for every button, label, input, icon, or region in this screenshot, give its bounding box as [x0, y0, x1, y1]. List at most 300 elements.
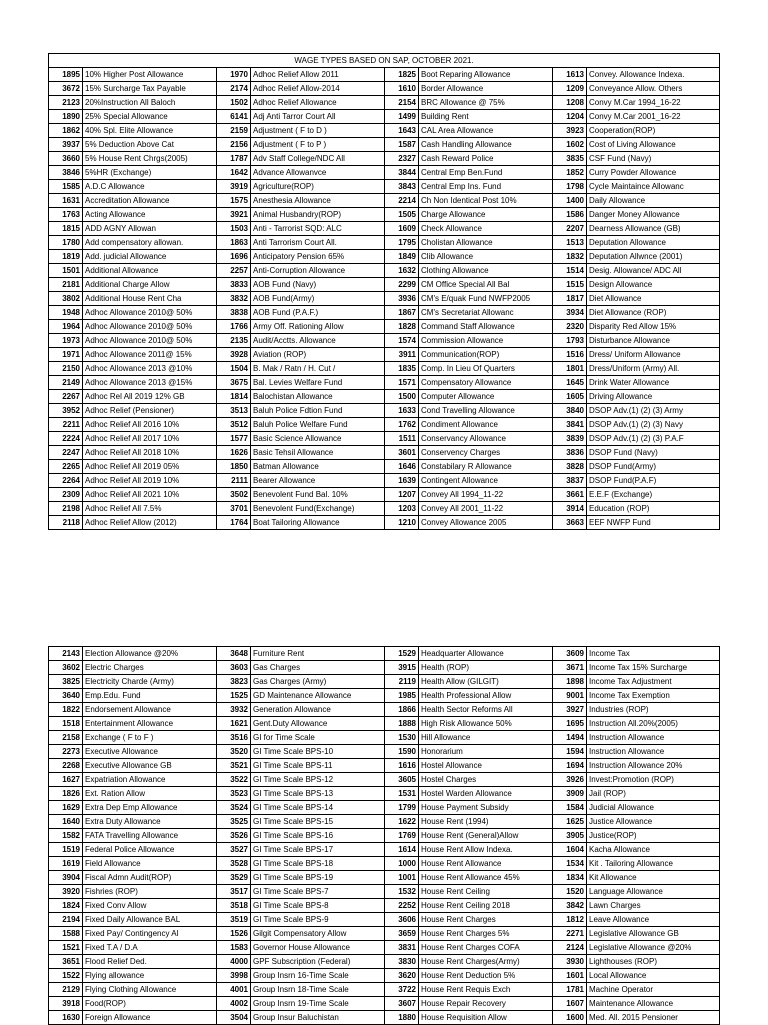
wage-type-name: Health Allow (GILGIT) [419, 675, 553, 689]
wage-type-name: Agriculture(ROP) [251, 180, 385, 194]
wage-type-code: 1534 [553, 857, 587, 871]
wage-type-code: 1518 [49, 717, 83, 731]
wage-type-name: Health (ROP) [419, 661, 553, 675]
wage-type-name: Anesthesia Allowance [251, 194, 385, 208]
wage-type-name: Gilgit Compensatory Allow [251, 927, 385, 941]
wage-type-code: 2194 [49, 913, 83, 927]
wage-type-code: 3661 [553, 488, 587, 502]
wage-type-code: 2224 [49, 432, 83, 446]
wage-type-code: 1828 [385, 320, 419, 334]
wage-type-code: 1588 [49, 927, 83, 941]
wage-type-name: Local Allowance [587, 969, 720, 983]
wage-type-name: House Rent Deduction 5% [419, 969, 553, 983]
wage-type-code: 1204 [553, 110, 587, 124]
wage-type-name: Cash Handling Allowance [419, 138, 553, 152]
wage-type-code: 1798 [553, 180, 587, 194]
wage-type-name: Anti Tarrorism Court All. [251, 236, 385, 250]
wage-type-code: 2273 [49, 745, 83, 759]
wage-type-code: 1866 [385, 703, 419, 717]
wage-type-code: 4001 [217, 983, 251, 997]
wage-type-code: 1594 [553, 745, 587, 759]
wage-type-code: 1835 [385, 362, 419, 376]
table-row [49, 194, 720, 208]
wage-type-code: 1587 [385, 138, 419, 152]
wage-type-code: 3523 [217, 787, 251, 801]
wage-type-name: Central Emp Ben.Fund [419, 166, 553, 180]
wage-type-name: Exchange ( F to F ) [83, 731, 217, 745]
table-row [49, 236, 720, 250]
wage-type-name: Adhoc Relief All 2018 10% [83, 446, 217, 460]
wage-type-code: 1781 [553, 983, 587, 997]
wage-type-name: Industries (ROP) [587, 703, 720, 717]
wage-type-code: 1532 [385, 885, 419, 899]
wage-type-name: Diet Allowance (ROP) [587, 306, 720, 320]
wage-type-name: Cost of Living Allowance [587, 138, 720, 152]
wage-type-code: 3512 [217, 418, 251, 432]
wage-type-name: DSOP Fund(Army) [587, 460, 720, 474]
table-row [49, 815, 720, 829]
wage-type-name: Diet Allowance [587, 292, 720, 306]
table-row [49, 222, 720, 236]
wage-type-name: Dress/Uniform (Army) All. [587, 362, 720, 376]
wage-type-name: Building Rent [419, 110, 553, 124]
wage-type-code: 1850 [217, 460, 251, 474]
table-row [49, 983, 720, 997]
wage-type-name: House Rent Allowance 45% [419, 871, 553, 885]
wage-type-code: 1500 [385, 390, 419, 404]
table-row [49, 306, 720, 320]
wage-type-code: 2135 [217, 334, 251, 348]
wage-type-name: DSOP Adv.(1) (2) (3) P.A.F [587, 432, 720, 446]
wage-type-code: 1880 [385, 1011, 419, 1025]
wage-type-name: Communication(ROP) [419, 348, 553, 362]
wage-type-name: Commission Allowance [419, 334, 553, 348]
wage-type-name: Adhoc Relief All 2019 10% [83, 474, 217, 488]
wage-type-name: Contingent Allowance [419, 474, 553, 488]
wage-type-code: 3609 [553, 647, 587, 661]
wage-type-code: 1522 [49, 969, 83, 983]
table-row [49, 110, 720, 124]
wage-type-code: 3843 [385, 180, 419, 194]
wage-type-name: Health Professional Allow [419, 689, 553, 703]
wage-type-code: 1780 [49, 236, 83, 250]
wage-type-name: GI Time Scale BPS-17 [251, 843, 385, 857]
wage-type-name: Gas Charges (Army) [251, 675, 385, 689]
wage-type-code: 3914 [553, 502, 587, 516]
wage-type-name: Cash Reward Police [419, 152, 553, 166]
wage-type-name: Convey All 2001_11-22 [419, 502, 553, 516]
wage-type-name: Electric Charges [83, 661, 217, 675]
wage-type-code: 3831 [385, 941, 419, 955]
wage-type-name: Basic Tehsil Allowance [251, 446, 385, 460]
wage-type-code: 3928 [217, 348, 251, 362]
wage-type-name: Adhoc Relief Allow 2011 [251, 68, 385, 82]
wage-type-code: 3838 [217, 306, 251, 320]
wage-type-name: CM's Secretariat Allowanc [419, 306, 553, 320]
table-row [49, 857, 720, 871]
wage-type-code: 3936 [385, 292, 419, 306]
wage-type-name: Federal Police Allowance [83, 843, 217, 857]
wage-type-code: 3520 [217, 745, 251, 759]
wage-type-name: Boat Tailoring Allowance [251, 516, 385, 530]
wage-type-code: 1970 [217, 68, 251, 82]
table-row [49, 647, 720, 661]
wage-type-code: 1695 [553, 717, 587, 731]
wage-type-name: Education (ROP) [587, 502, 720, 516]
wage-type-code: 6141 [217, 110, 251, 124]
wage-type-name: Extra Dep Emp Allowance [83, 801, 217, 815]
wage-type-name: Health Sector Reforms All [419, 703, 553, 717]
wage-type-code: 3602 [49, 661, 83, 675]
wage-type-name: Basic Science Allowance [251, 432, 385, 446]
wage-type-name: House Rent Allow Indexa. [419, 843, 553, 857]
wage-type-name: Ext. Ration Allow [83, 787, 217, 801]
wage-type-code: 2119 [385, 675, 419, 689]
table-row [49, 264, 720, 278]
wage-type-code: 3839 [553, 432, 587, 446]
wage-type-code: 2129 [49, 983, 83, 997]
table-row [49, 871, 720, 885]
wage-type-code: 1208 [553, 96, 587, 110]
wage-type-name: Anticipatory Pension 65% [251, 250, 385, 264]
wage-type-code: 2156 [217, 138, 251, 152]
wage-type-name: Cholistan Allowance [419, 236, 553, 250]
wage-type-name: Hostel Allowance [419, 759, 553, 773]
wage-type-name: House Rent Allowance [419, 857, 553, 871]
wage-type-code: 1834 [553, 871, 587, 885]
table-title: WAGE TYPES BASED ON SAP, OCTOBER 2021. [49, 54, 720, 68]
wage-type-code: 1812 [553, 913, 587, 927]
wage-type-code: 1626 [217, 446, 251, 460]
wage-type-code: 1629 [49, 801, 83, 815]
wage-type-code: 3672 [49, 82, 83, 96]
wage-type-name: Adhoc Relief All 2019 05% [83, 460, 217, 474]
wage-type-code: 3919 [217, 180, 251, 194]
wage-type-code: 2268 [49, 759, 83, 773]
table-row [49, 82, 720, 96]
wage-type-code: 2214 [385, 194, 419, 208]
wage-type-code: 1769 [385, 829, 419, 843]
wage-type-name: Lawn Charges [587, 899, 720, 913]
wage-type-name: Adhoc Allowance 2013 @10% [83, 362, 217, 376]
wage-type-name: Additional Allowance [83, 264, 217, 278]
wage-type-name: Baluh Police Welfare Fund [251, 418, 385, 432]
wage-type-code: 1604 [553, 843, 587, 857]
wage-type-name: Compensatory Allowance [419, 376, 553, 390]
table-row [49, 801, 720, 815]
wage-type-name: 15% Surcharge Tax Payable [83, 82, 217, 96]
wage-type-code: 1203 [385, 502, 419, 516]
wage-type-code: 1494 [553, 731, 587, 745]
wage-type-name: Kacha Allowance [587, 843, 720, 857]
wage-type-name: Clib Allowance [419, 250, 553, 264]
wage-type-code: 3835 [553, 152, 587, 166]
wage-type-name: Additional House Rent Cha [83, 292, 217, 306]
wage-type-name: 40% Spl. Elite Allowance [83, 124, 217, 138]
wage-type-name: GI Time Scale BPS-9 [251, 913, 385, 927]
wage-type-name: Fixed T.A / D.A [83, 941, 217, 955]
wage-type-code: 1610 [385, 82, 419, 96]
wage-type-name: Animal Husbandry(ROP) [251, 208, 385, 222]
wage-type-code: 1852 [553, 166, 587, 180]
wage-type-name: Conservency Charges [419, 446, 553, 460]
wage-type-code: 3934 [553, 306, 587, 320]
table-row [49, 969, 720, 983]
wage-type-name: Adhoc Rel All 2019 12% GB [83, 390, 217, 404]
wage-type-code: 3904 [49, 871, 83, 885]
wage-type-name: Conveyance Allow. Others [587, 82, 720, 96]
wage-type-code: 1948 [49, 306, 83, 320]
wage-type-code: 1795 [385, 236, 419, 250]
wage-type-code: 3606 [385, 913, 419, 927]
wage-type-name: 5% House Rent Chrgs(2005) [83, 152, 217, 166]
wage-type-name: Entertainment Allowance [83, 717, 217, 731]
wage-type-name: Danger Money Allowance [587, 208, 720, 222]
table-row [49, 390, 720, 404]
wage-type-name: Anti-Corruption Allowance [251, 264, 385, 278]
wage-type-name: Adv Staff College/NDC All [251, 152, 385, 166]
wage-type-name: Disparity Red Allow 15% [587, 320, 720, 334]
wage-type-name: Adhoc Relief All 2016 10% [83, 418, 217, 432]
wage-type-name: Adhoc Allowance 2010@ 50% [83, 334, 217, 348]
table-row [49, 488, 720, 502]
wage-type-code: 2181 [49, 278, 83, 292]
table-row [49, 745, 720, 759]
table-row [49, 927, 720, 941]
wage-type-code: 1819 [49, 250, 83, 264]
wage-type-name: Computer Allowance [419, 390, 553, 404]
wage-type-name: Fixed Pay/ Contingency Al [83, 927, 217, 941]
wage-type-code: 1504 [217, 362, 251, 376]
wage-type-name: B. Mak / Ratn / H. Cut / [251, 362, 385, 376]
wage-type-code: 3832 [217, 292, 251, 306]
wage-type-code: 1515 [553, 278, 587, 292]
wage-type-code: 3516 [217, 731, 251, 745]
table-row [49, 843, 720, 857]
wage-type-code: 3502 [217, 488, 251, 502]
wage-type-code: 1863 [217, 236, 251, 250]
wage-type-name: GI Time Scale BPS-15 [251, 815, 385, 829]
wage-type-name: Cycle Maintaince Allowanc [587, 180, 720, 194]
wage-type-code: 1571 [385, 376, 419, 390]
wage-type-name: Driving Allowance [587, 390, 720, 404]
wage-type-name: Instruction Allowance [587, 745, 720, 759]
wage-type-name: GI Time Scale BPS-14 [251, 801, 385, 815]
wage-type-code: 1973 [49, 334, 83, 348]
wage-type-name: Benevolent Fund(Exchange) [251, 502, 385, 516]
wage-type-name: Gas Charges [251, 661, 385, 675]
wage-type-code: 3528 [217, 857, 251, 871]
wage-type-name: Cond Travelling Allowance [419, 404, 553, 418]
wage-type-code: 3660 [49, 152, 83, 166]
wage-type-code: 1763 [49, 208, 83, 222]
table-row [49, 180, 720, 194]
wage-type-name: Adhoc Allowance 2011@ 15% [83, 348, 217, 362]
wage-type-code: 1814 [217, 390, 251, 404]
wage-type-code: 1646 [385, 460, 419, 474]
wage-type-code: 2327 [385, 152, 419, 166]
wage-type-code: 3844 [385, 166, 419, 180]
wage-type-name: Adjustment ( F to D ) [251, 124, 385, 138]
wage-type-name: Drink Water Allowance [587, 376, 720, 390]
wage-type-code: 1501 [49, 264, 83, 278]
wage-type-code: 1764 [217, 516, 251, 530]
wage-type-name: Income Tax Adjustment [587, 675, 720, 689]
wage-type-name: Fixed Conv Allow [83, 899, 217, 913]
wage-type-name: Adhoc Allowance 2010@ 50% [83, 320, 217, 334]
table-row [49, 376, 720, 390]
wage-type-name: Constabilary R Allowance [419, 460, 553, 474]
table-row [49, 460, 720, 474]
wage-type-code: 3518 [217, 899, 251, 913]
wage-type-name: Anti - Tarrorist SQD: ALC [251, 222, 385, 236]
wage-type-code: 1531 [385, 787, 419, 801]
wage-type-code: 3927 [553, 703, 587, 717]
wage-type-name: AOB Fund (P.A.F.) [251, 306, 385, 320]
wage-type-name: Curry Powder Allowance [587, 166, 720, 180]
wage-type-code: 3918 [49, 997, 83, 1011]
table-row [49, 278, 720, 292]
wage-type-code: 1867 [385, 306, 419, 320]
wage-type-name: 25% Special Allowance [83, 110, 217, 124]
wage-type-name: Foreign Allowance [83, 1011, 217, 1025]
wage-type-name: Generation Allowance [251, 703, 385, 717]
wage-type-code: 1888 [385, 717, 419, 731]
wage-type-name: Legislative Allowance @20% [587, 941, 720, 955]
wage-type-name: Adhoc Relief Allowance [251, 96, 385, 110]
wage-type-code: 3830 [385, 955, 419, 969]
table-row [49, 675, 720, 689]
wage-type-name: EEF NWFP Fund [587, 516, 720, 530]
wage-type-name: Aviation (ROP) [251, 348, 385, 362]
wage-type-code: 1826 [49, 787, 83, 801]
wage-type-name: DSOP Fund(P.A.F) [587, 474, 720, 488]
wage-type-code: 2124 [553, 941, 587, 955]
wage-type-code: 1890 [49, 110, 83, 124]
wage-type-code: 1614 [385, 843, 419, 857]
wage-type-name: Kit . Tailoring Allowance [587, 857, 720, 871]
wage-type-code: 1513 [553, 236, 587, 250]
wage-type-name: 10% Higher Post Allowance [83, 68, 217, 82]
wage-type-code: 1499 [385, 110, 419, 124]
wage-type-code: 1400 [553, 194, 587, 208]
wage-type-code: 3930 [553, 955, 587, 969]
wage-type-code: 3527 [217, 843, 251, 857]
wage-type-code: 3603 [217, 661, 251, 675]
wage-type-code: 1799 [385, 801, 419, 815]
wage-type-code: 3525 [217, 815, 251, 829]
wage-type-code: 3842 [553, 899, 587, 913]
wage-type-code: 1696 [217, 250, 251, 264]
wage-type-code: 1590 [385, 745, 419, 759]
wage-type-code: 3921 [217, 208, 251, 222]
wage-type-name: Batman Allowance [251, 460, 385, 474]
wage-type-name: Executive Allowance [83, 745, 217, 759]
wage-type-name: Language Allowance [587, 885, 720, 899]
wage-type-code: 1575 [217, 194, 251, 208]
wage-type-code: 1971 [49, 348, 83, 362]
wage-type-name: CSF Fund (Navy) [587, 152, 720, 166]
wage-type-name: Justice(ROP) [587, 829, 720, 843]
wage-type-code: 4000 [217, 955, 251, 969]
wage-type-name: BRC Allowance @ 75% [419, 96, 553, 110]
table-row [49, 292, 720, 306]
wage-type-name: Flying allowance [83, 969, 217, 983]
wage-type-code: 1502 [217, 96, 251, 110]
wage-type-name: Disturbance Allowance [587, 334, 720, 348]
wage-type-code: 3923 [553, 124, 587, 138]
wage-type-code: 1895 [49, 68, 83, 82]
wage-type-name: Group Insur Baluchistan [251, 1011, 385, 1025]
wage-type-name: ADD AGNY Allowan [83, 222, 217, 236]
wage-type-code: 3648 [217, 647, 251, 661]
wage-type-name: Maintenance Allowance [587, 997, 720, 1011]
wage-type-code: 3701 [217, 502, 251, 516]
wage-type-code: 1642 [217, 166, 251, 180]
wage-type-name: Clothing Allowance [419, 264, 553, 278]
wage-type-code: 1622 [385, 815, 419, 829]
wage-type-name: Honorarium [419, 745, 553, 759]
wage-type-code: 2111 [217, 474, 251, 488]
wage-type-code: 1964 [49, 320, 83, 334]
wage-type-name: Convy M.Car 1994_16-22 [587, 96, 720, 110]
wage-type-name: DSOP Adv.(1) (2) (3) Navy [587, 418, 720, 432]
wage-type-code: 1645 [553, 376, 587, 390]
wage-type-name: GI Time Scale BPS-8 [251, 899, 385, 913]
wage-type-name: Adhoc Relief All 7.5% [83, 502, 217, 516]
wage-type-name: A.D.C Allowance [83, 180, 217, 194]
table-row [49, 124, 720, 138]
wage-type-name: House Repair Recovery [419, 997, 553, 1011]
wage-type-name: Jail (ROP) [587, 787, 720, 801]
wage-type-code: 1529 [385, 647, 419, 661]
wage-type-code: 3802 [49, 292, 83, 306]
wage-type-name: Med. All. 2015 Pensioner [587, 1011, 720, 1025]
wage-type-code: 2198 [49, 502, 83, 516]
wage-type-name: Justice Allowance [587, 815, 720, 829]
wage-type-name: CM's E/quak Fund NWFP2005 [419, 292, 553, 306]
wage-type-code: 1605 [553, 390, 587, 404]
wage-type-name: House Rent Charges [419, 913, 553, 927]
wage-type-name: Adhoc Relief Allow-2014 [251, 82, 385, 96]
wage-type-name: Dearness Allowance (GB) [587, 222, 720, 236]
table-row [49, 773, 720, 787]
wage-type-code: 1801 [553, 362, 587, 376]
wage-type-code: 2118 [49, 516, 83, 530]
wage-type-name: Benevolent Fund Bal. 10% [251, 488, 385, 502]
wage-type-code: 3522 [217, 773, 251, 787]
wage-type-code: 3932 [217, 703, 251, 717]
table-row [49, 348, 720, 362]
wage-type-name: Income Tax [587, 647, 720, 661]
wage-type-code: 1619 [49, 857, 83, 871]
wage-type-name: House Rent (General)Allow [419, 829, 553, 843]
table-row [49, 404, 720, 418]
wage-type-name: Leave Allowance [587, 913, 720, 927]
wage-type-name: Income Tax Exemption [587, 689, 720, 703]
wage-type-name: Adhoc Allowance 2010@ 50% [83, 306, 217, 320]
wage-type-code: 1526 [217, 927, 251, 941]
wage-type-code: 1207 [385, 488, 419, 502]
wage-type-code: 1514 [553, 264, 587, 278]
wage-type-name: Kit Allowance [587, 871, 720, 885]
wage-type-name: Group Insrn 19-Time Scale [251, 997, 385, 1011]
table-title-row [49, 54, 720, 68]
wage-type-code: 1582 [49, 829, 83, 843]
wage-type-code: 4002 [217, 997, 251, 1011]
wage-type-code: 1633 [385, 404, 419, 418]
table-row [49, 432, 720, 446]
